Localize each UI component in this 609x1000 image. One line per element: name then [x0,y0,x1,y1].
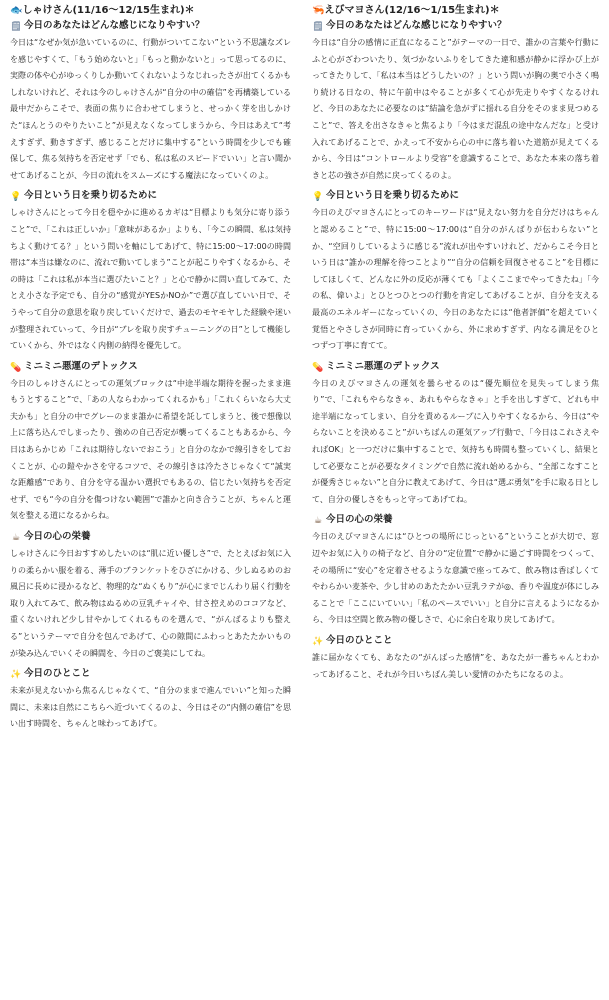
section-heading: 💊 ミニミニ悪運のデトックス [10,360,138,373]
section-body: しゃけさんにとって今日を穏やかに進めるカギは“目標よりも気分に寄り添うこと”で、「これは正しいか」「意味があるか」よりも、「今この瞬間、私は気持ちよく動けてる？」という問いを軸にしてあげて、特に15:00〜17:00の時間帯は“本当は嫌なのに、流れで動いてしまう”ことが起こりやすくなるから、その時は「これは私が本当に選びたいこと？」と心で静かに問い直してみて、たとえ小さな予定でも、自分の“感覚がYESかNOか”で選び直していい日で、そうやって自分の意思を取り戻していくだけで、過去のモヤモヤした経験や迷いが整理されていって、今日が“ブレを取り戻すチューニングの日”として機能していくから、外ではなく内側の納得を優先して。 [10,208,291,351]
column-title: 🦐えびマヨさん(12/16〜1/15生まれ)＊ [312,5,500,16]
section-body: 今日は“自分の感情に正直になること”がテーマの一日で、誰かの言葉や行動にふと心がざわついたり、気づかないふりをしてきた違和感が静かに浮かび上がってきたりして、「私は本当はどうしたいの？」という問いが胸の奥で小さく鳴り続ける日なの、特に午前中はやることが多くて心が先走りやすくなるけれど、今日のあなたに必要なのは“結論を急がずに揺れる自分をそのまま見つめること”で、答えを出さなきゃと焦るより「今はまだ混乱の途中なんだな」と受け入れてあげることで、かえって不安から心の中に落ち着いた道筋が見えてくるから、今日は“コントロールより受容”を意識することで、あなた本来の落ち着きと芯の強さが自然に戻ってくるのよ。 [312,38,599,180]
coffee-cup-icon: ☕ [313,516,323,527]
section-heading: ☕ 今日の心の栄養 [313,514,393,527]
left-column [10,4,291,733]
right-column [312,4,599,683]
section-body: 今日のしゃけさんにとっての運気ブロックは“中途半端な期待を握ったまま進もうとすること”で、「あの人ならわかってくれるかも」「これくらいなら大丈夫かも」と自分の中でグレーのまま誰かに希望を託してしまうと、後で想像以上に落ち込んでしまったり、強めの自己否定が襲ってくることもあるから、今日はあらかじめ「これは期待しないでおこう」と自分のなかで線引きをしておくことが、心の鎧やかさを守るコツで、その線引きは冷たさじゃなくて“誠実な距離感”であり、自分を守る温かい選択でもあるの、信じたい気持ちを否定せず、でも“今の自分を傷つけない範囲”で誰かと向き合うことが、ちゃんと運気を整える道になるからね。 [10,378,291,521]
sparkles-icon: ✨ [10,670,22,681]
section-heading: 💊 ミニミニ悪運のデトックス [312,360,440,373]
section-body: 今日は“なぜか気が急いているのに、行動がついてこない”という不思議なズレを感じやすくて、「もう始めないと」「もっと動かないと」って思ってるのに、実際の体や心がゆっくりしか動いてくれないようなじれったさが出てくるかもしれないけれど、それは今のしゃけさんが“自分の中の確信”を再構築している最中だからこそで、表面の焦りに合わせてしまうと、せっかく芽を出しかけた“ほんとうのやりたいこと”が見えなくなってしまうから、今日はあえて“考えすぎず、動きすぎず、感じることだけに集中する”という時間を少しでも確保して、焦る気持ちを否定せず「でも、私は私のスピードでいい」と言い聞かせてあげることが、今日の流れをスムーズにする魔法になっていくのよ。 [10,38,291,180]
column-title: 🐟しゃけさん(11/16〜12/15生まれ)＊ [10,5,195,16]
section-body: 誰に届かなくても、あなたの“がんばった感情”を、あなたが一番ちゃんとわかってあげること、それが今日いちばん美しい愛情のかたちになるのよ。 [312,653,599,679]
section-heading: ✨ 今日のひとこと [312,635,393,647]
memo-icon: 🗒 [10,22,22,32]
shrimp-icon: 🦐 [312,5,325,16]
pill-icon: 💊 [312,362,324,373]
section-heading: 🗒 今日のあなたはどんな感じになりやすい？ [10,20,205,32]
section-body: 今日のえびマヨさんにとってのキーワードは“見えない努力を自分だけはちゃんと認めること”で、特に15:00〜17:00は“自分のがんばりが伝わらない”とか、“空回りしているように感じる”流れが出やすいけれど、だからこそ今日という日は“誰かの理解を待つことより”“自分の信頼を回復させること”を目標にしてほしくて、どんなに外の反応が薄くても「よくここまでやってきたね」「今の私、偉いよ」とひとつひとつの行動を肯定してあげることが、自分を支える最高のエネルギーになっていくの、今日のあなたには“他者評価”を超えていく覚悟とやさしさが同時に育っていくから、外に求めすぎず、内なる満足をひとつずつ丁寧に育てて。 [312,208,599,351]
section-body: 今日のえびマヨさんの運気を曇らせるのは“優先順位を見失ってしまう焦り”で、「これもやらなきゃ、あれもやらなきゃ」と手を出しすぎて、どれも中途半端になってしまい、自分を責めるループに入りやすくなるから、今日は“やらないことを決めること”がいちばんの運気アップ行動で、「今日はこれさえやればOK」と一つだけに集中することで、気持ちも時間も整っていくし、結果として必要なことが必要なタイミングで自然に流れ始めるから、“全部こなすことが優秀さじゃない”と自分に教えてあげて、今日は“選ぶ勇気”を手に取る日として、自分の優しさをもっと守ってあげてね。 [312,378,599,504]
coffee-cup-icon: ☕ [11,533,21,544]
section-body: 今日のえびマヨさんには“ひとつの場所にじっといる”ということが大切で、窓辺やお気に入りの椅子など、自分の“定位置”で静かに過ごす時間をつくって、その場所に“安心”を定着させるような意識で座ってみて、飲み物は香ばしくてやわらかい麦茶や、少し甘めのあたたかい豆乳ラテが◎、香りや温度が体にしみることで「ここにいていい」「私のペースでいい」と自分に言えるようになるから、今日は空間と飲み物の優しさで、心に余白を取り戻してあげて。 [312,532,599,625]
lightbulb-icon: 💡 [312,192,324,203]
section-heading: 💡 今日という日を乗り切るために [312,190,460,203]
pill-icon: 💊 [10,362,22,373]
section-body: しゃけさんに今日おすすめしたいのは“肌に近い優しさ”で、たとえばお気に入りの柔らかい服を着る、薄手のブランケットをひざにかける、少しぬるめのお風呂に長めに浸かるなど、物理的な“ぬくもり”が心にまでじんわり届く行動を取り入れてみて、飲み物はぬるめの豆乳チャイや、甘さ控えめのココアなど、重くないけれど少し甘やかしてくれるものを選んで、“がんばるよりも整える”というテーマで自分を包んであげて、心の隙間にふわっとあたたかいものが染み込んでいくその瞬間を、今日のご褒美にしてね。 [10,549,291,658]
fish-icon: 🐟 [10,5,23,16]
memo-icon: 🗒 [312,22,324,32]
sparkles-icon: ✨ [312,637,324,647]
section-body: 未来が見えないから焦るんじゃなくて、“自分のままで進んでいい”と知った瞬間に、未来は自然にこちらへ近づいてくるのよ、今日はその“内側の確信”を思い出す時間を、ちゃんと味わってあげて。 [10,686,291,729]
lightbulb-icon: 💡 [10,192,22,203]
section-heading: 🗒 今日のあなたはどんな感じになりやすい？ [312,20,507,32]
section-heading: ☕ 今日の心の栄養 [11,531,91,544]
section-heading: ✨ 今日のひとこと [10,668,91,681]
section-heading: 💡 今日という日を乗り切るために [10,190,158,203]
